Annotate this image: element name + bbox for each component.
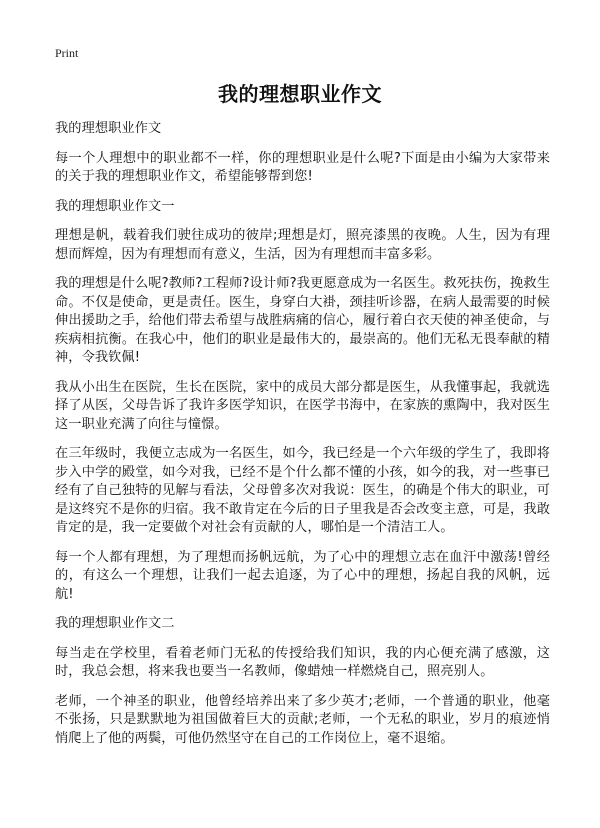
paragraph: 我从小出生在医院，生长在医院，家中的成员大部分都是医生，从我懂事起，我就选择了从医，父母告诉了我许多医学知识，在医学书海中，在家族的熏陶中，我对医生这一职业充满了向往与憧憬。 bbox=[55, 379, 550, 432]
paragraph: 理想是帆，载着我们驶往成功的彼岸;理想是灯，照亮漆黑的夜晚。人生，因为有理想而辉煌，因为有理想而有意义，生活，因为有理想而丰富多彩。 bbox=[55, 228, 550, 262]
section-heading: 我的理想职业作文 bbox=[55, 121, 162, 136]
section-heading: 我的理想职业作文一 bbox=[55, 198, 175, 214]
print-link[interactable]: Print bbox=[55, 46, 79, 60]
section-heading: 我的理想职业作文二 bbox=[55, 616, 175, 631]
paragraph: 每一个人理想中的职业都不一样，你的理想职业是什么呢?下面是由小编为大家带来的关于我的理想职业作文，希望能够帮到您! bbox=[55, 150, 550, 184]
page-title: 我的理想职业作文 bbox=[218, 82, 382, 106]
paragraph: 每当走在学校里，看着老师门无私的传授给我们知识，我的内心便充满了感激，这时，我总会想，将来我也要当一名教师，像蜡烛一样燃烧自己，照亮别人。 bbox=[55, 645, 550, 679]
paragraph: 老师，一个神圣的职业，他曾经培养出来了多少英才;老师，一个普通的职业，他毫不张扬，只是默默地为祖国做着巨大的贡献;老师，一个无私的职业，岁月的痕迹悄悄爬上了他的两鬓，可他仍然坚守在自己的工作岗位上，毫不退缩。 bbox=[55, 693, 550, 746]
paragraph: 在三年级时，我便立志成为一名医生，如今，我已经是一个六年级的学生了，我即将步入中学的殿堂，如今对我，已经不是个什么都不懂的小孩，如今的我，对一些事已经有了自己独特的见解与看法，父母曾多次对我说：医生，的确是个伟大的职业，可是这终究不是你的归宿。我不敢肯定在今后的日子里我是否会改变主意，可是，我敢肯定的是，我一定要做个对社会有贡献的人，哪怕是一个清洁工人。 bbox=[55, 446, 550, 535]
paragraph: 我的理想是什么呢?教师?工程师?设计师?我更愿意成为一名医生。救死扶伤，挽救生命。不仅是使命，更是责任。医生，身穿白大褂，颈挂听诊器，在病人最需要的时候伸出援助之手，给他们带去希望与战胜病痛的信心，履行着白衣天使的神圣使命，与疾病相抗衡。在我心中，他们的职业是最伟大的，最崇高的。他们无私无畏奉献的精神，令我钦佩! bbox=[55, 276, 550, 365]
article-body bbox=[55, 120, 550, 759]
paragraph: 每一个人都有理想，为了理想而扬帆远航，为了心中的理想立志在血汗中激荡!曾经的，有这么一个理想，让我们一起去追逐，为了心中的理想，扬起自我的风帆，远航! bbox=[55, 549, 550, 602]
